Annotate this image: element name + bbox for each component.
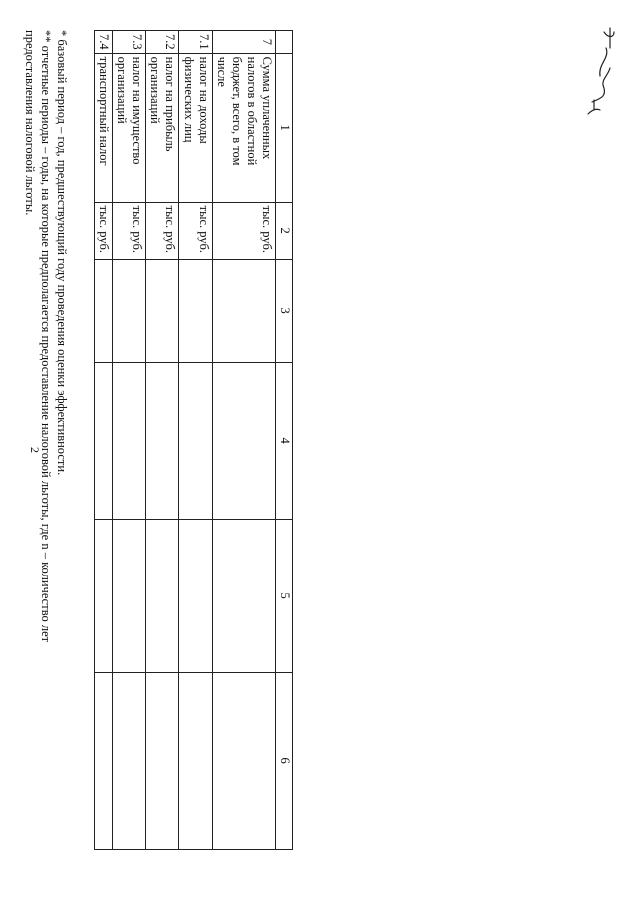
row-number: 7 — [213, 31, 276, 54]
table-row — [146, 31, 179, 850]
unit-cell: тыс. руб. — [179, 202, 213, 259]
header-cell: 2 — [276, 202, 293, 259]
empty-cell — [179, 362, 213, 519]
header-cell: 3 — [276, 259, 293, 362]
empty-cell — [113, 519, 146, 672]
header-cell — [276, 31, 293, 54]
empty-cell — [213, 672, 276, 849]
table-header-row — [276, 31, 293, 850]
empty-cell — [213, 519, 276, 672]
row-number: 7.2 — [146, 31, 179, 54]
empty-cell — [113, 672, 146, 849]
empty-cell — [95, 259, 113, 362]
row-number: 7.3 — [113, 31, 146, 54]
empty-cell — [113, 259, 146, 362]
unit-cell: тыс. руб. — [213, 202, 276, 259]
empty-cell — [213, 362, 276, 519]
table-row — [95, 31, 113, 850]
unit-cell: тыс. руб. — [95, 202, 113, 259]
indicator-name: налог на доходы физических лиц — [179, 53, 213, 202]
handwritten-signature — [580, 18, 620, 128]
page-number: 2 — [28, 447, 42, 453]
empty-cell — [179, 672, 213, 849]
empty-cell — [146, 259, 179, 362]
unit-cell: тыс. руб. — [146, 202, 179, 259]
indicator-name: Сумма уплаченных налогов в областной бюджет, всего, в том числе — [213, 53, 276, 202]
footnote-base-period: * базовый период – год, предшествующий году проведения оценки эффективности. — [55, 30, 69, 476]
rotated-page-content — [23, 30, 327, 860]
indicator-name: транспортный налог — [95, 53, 113, 202]
row-number: 7.4 — [95, 31, 113, 54]
empty-cell — [213, 259, 276, 362]
table-row — [213, 31, 276, 850]
indicator-name: налог на прибыль организаций — [146, 53, 179, 202]
header-cell: 4 — [276, 362, 293, 519]
empty-cell — [113, 362, 146, 519]
header-cell: 1 — [276, 53, 293, 202]
empty-cell — [146, 362, 179, 519]
table-row — [179, 31, 213, 850]
empty-cell — [179, 519, 213, 672]
footnote-reporting-periods-continued: предоставления налоговой льготы. — [23, 30, 37, 216]
empty-cell — [179, 259, 213, 362]
empty-cell — [95, 519, 113, 672]
empty-cell — [146, 519, 179, 672]
header-cell: 6 — [276, 672, 293, 849]
footnote-reporting-periods: ** отчетные периоды – годы, на которые предполагается предоставление налоговой льготы, где n – количество лет — [39, 30, 53, 643]
tax-table — [94, 30, 293, 850]
header-cell: 5 — [276, 519, 293, 672]
empty-cell — [146, 672, 179, 849]
table-row — [113, 31, 146, 850]
empty-cell — [95, 362, 113, 519]
unit-cell: тыс. руб. — [113, 202, 146, 259]
empty-cell — [95, 672, 113, 849]
indicator-name: налог на имущество организаций — [113, 53, 146, 202]
row-number: 7.1 — [179, 31, 213, 54]
